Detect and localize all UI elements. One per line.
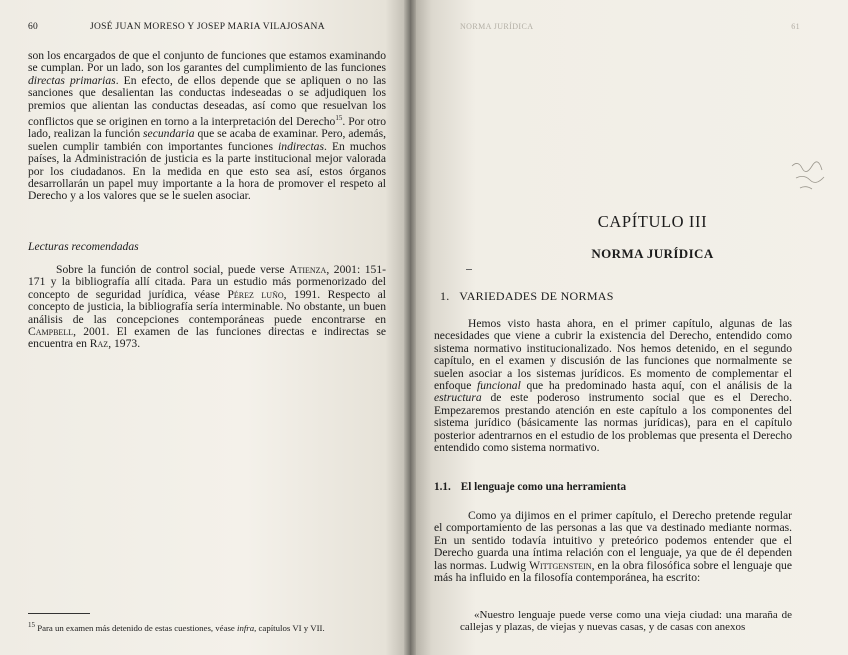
left-paragraph-2 — [28, 264, 386, 351]
right-paragraph-2 — [434, 510, 792, 584]
wittgenstein-quote: «Nuestro lenguaje puede verse como una vieja ciudad: una maraña de callejas y plazas, de viejas y nuevas casas, y de casas con anexos — [460, 609, 792, 634]
right-running-header — [460, 22, 800, 31]
left-page-number: 60 — [28, 22, 39, 32]
wittgenstein-intro-text: Como ya dijimos en el primer capítulo, el Derecho pretende regular el comportamiento de las personas a las que va destinado mediante normas. En un sentido todavía intuitivo y preteórico podemos entender que el Derecho guarda una íntima relación con el lenguaje, ya que de él dependen las normas. Ludwig Wittgenstein, en la obra filosófica sobre el lenguaje que más ha influido en la filosofía contemporánea, ha escrito: — [434, 509, 792, 585]
right-paragraph-1: Hemos visto hasta ahora, en el primer capítulo, algunas de las necesidades que viene a cubrir la existencia del Derecho, entendido como sistema normativo institucionalizado. Nos hemos detenido, en el segundo capítulo, en el examen y discusión de las funciones que normalmente se suelen asociar a los sistemas jurídicos. Es momento de complementar el enfoque funcional que ha predominado hasta aquí, con el análisis de la estructura de este poderoso instrumento social que es el Derecho. Empezaremos prestando atención en este capítulo a los componentes del sistema jurídico (básicamente las normas jurídicas), para en el capítulo posterior adentrarnos en el estudio de los problemas que presenta el Derecho entendido como sistema normativo. — [434, 317, 792, 455]
chapter-title: NORMA JURÍDICA — [591, 246, 714, 261]
left-paragraph-1: son los encargados de que el conjunto de funciones que estamos examinando se cumplan. Por un lado, son los garantes del cumplimiento de las funciones directas primarias. En efecto, de ellos depende que se apliquen o no las sanciones que desalientan las conductas indeseadas o se adjudiquen los premios que alientan las conductas deseadas, así como que resuelvan los conflictos que se originen en torno a la interpretación del Derecho$^{15}$. Por otro lado, realizan la función secundaria que se acaba de examinar. Pero, además, suelen cumplir también con importantes funciones indirectas. En muchos países, la Administración de justicia es la parte institucional mejor valorada por los ciudadanos. En la medida en que esto sea así, estos órganos desarrollarán un papel muy importante a la hora de promover el respeto al Derecho y a los valores que se le suelen asociar. — [28, 49, 386, 203]
book-gutter — [404, 0, 416, 655]
footnote-15: $^{15}$ Para un examen más detenido de estas cuestiones, véase infra, capítulos VI y VII. — [28, 621, 325, 633]
recommended-readings-text: Sobre la función de control social, puede verse Atienza, 2001: 151-171 y la bibliografía allí citada. Para un estudio más pormenorizado del concepto de seguridad jurídica, véase Pérez luño, 1991. Respecto al concepto de justicia, la bibliografía sería interminable. No obstante, un buen análisis de las concepciones contemporáneas puede encontrarse en Campbell, 2001. El examen de las funciones directas e indirectas se encuentra en Raz, 1973. — [28, 263, 386, 351]
left-running-head-text: JOSÉ JUAN MORESO Y JOSEP MARIA VILAJOSANA — [90, 22, 325, 32]
stray-mark — [466, 269, 472, 270]
right-page-number: 61 — [791, 22, 800, 31]
section-1-1-heading — [434, 481, 794, 493]
pencil-scribble-mark — [788, 156, 838, 196]
section-1-1-number: 1.1. — [434, 481, 451, 493]
chapter-number: CAPÍTULO III — [597, 212, 708, 231]
lecturas-heading: Lecturas recomendadas — [28, 240, 139, 253]
section-1-heading: 1. VARIEDADES DE NORMAS — [440, 289, 614, 303]
section-1-1-title: El lenguaje como una herramienta — [460, 481, 627, 493]
right-running-head-text: NORMA JURÍDICA — [460, 22, 534, 31]
footnote-rule — [28, 613, 90, 614]
